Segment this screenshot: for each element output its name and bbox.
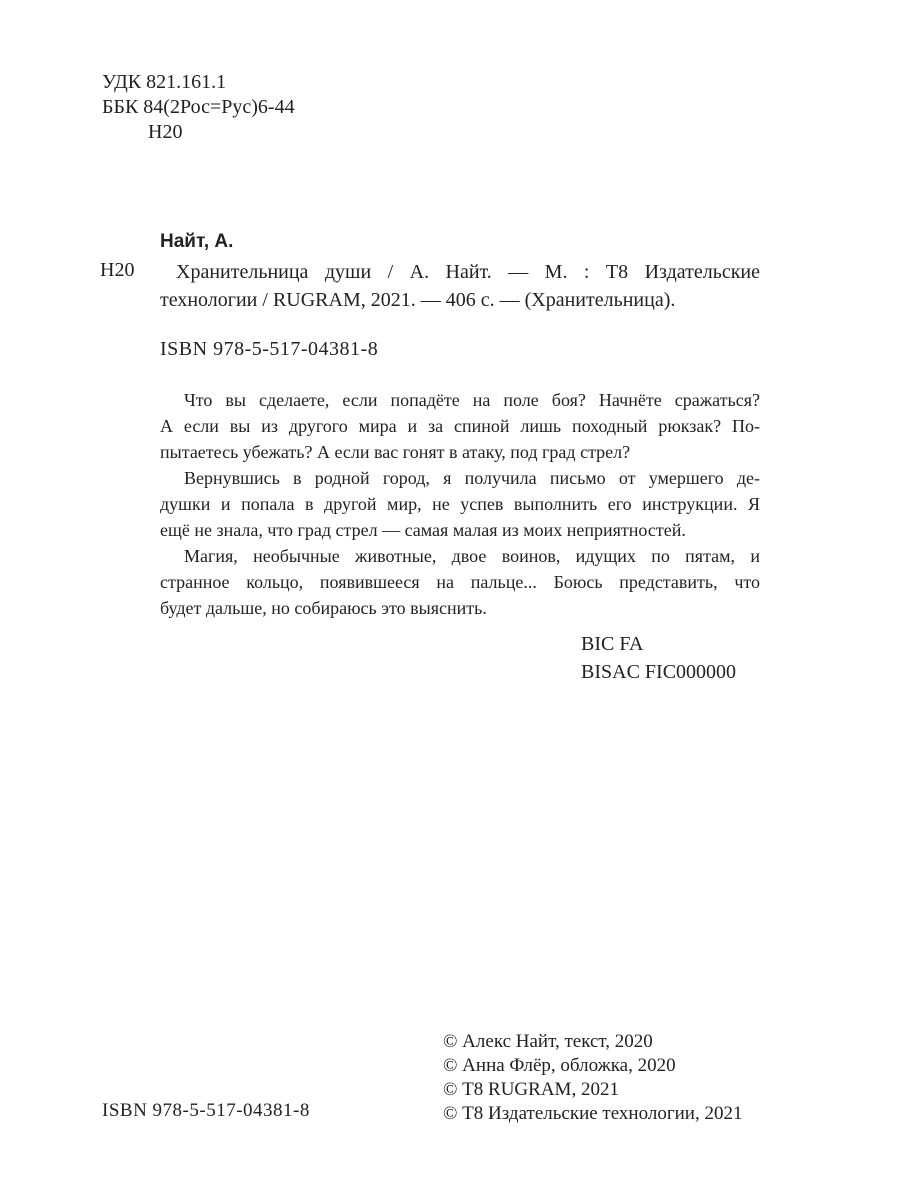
author-mark: Н20 [148, 121, 183, 143]
annotation-line: странное кольцо, появившееся на пальце... Боюсь представить, что [160, 572, 760, 592]
annotation-line: Что вы сделаете, если попадёте на поле боя? Начнёте сражаться? [184, 390, 760, 410]
copyright-block [443, 1030, 742, 1126]
copyright-line: © Алекс Найт, текст, 2020 [443, 1031, 653, 1052]
bisac-code: BISAC FIC000000 [581, 661, 737, 683]
subject-codes [581, 630, 736, 686]
annotation-line: Вернувшись в родной город, я получила письмо от умершего де- [184, 468, 760, 488]
annotation-line: пытаетесь убежать? А если вас гонят в атаку, под град стрел? [160, 442, 631, 462]
biblio-line: технологии / RUGRAM, 2021. — 406 с. — (Хранительница). [160, 289, 676, 311]
record-author: Найт, А. [160, 231, 234, 252]
annotation-line: душки и попала в другой мир, не успев выполнить его инструкции. Я [160, 494, 760, 514]
bibliographic-description [160, 258, 760, 314]
annotation-line: А если вы из другого мира и за спиной лишь походный рюкзак? По- [160, 416, 760, 436]
classification-block [102, 70, 295, 145]
record-author-mark: Н20 [100, 259, 135, 281]
copyright-line: © Т8 Издательские технологии, 2021 [443, 1103, 743, 1124]
bic-code: BIC FA [581, 633, 644, 655]
bbk-code: ББК 84(2Рос=Рус)6-44 [102, 96, 295, 118]
annotation-line: будет дальше, но собираюсь это выяснить. [160, 598, 487, 618]
copyright-line: © Анна Флёр, обложка, 2020 [443, 1055, 676, 1076]
biblio-line: Хранительница души / А. Найт. — М. : Т8 Издательские [176, 261, 760, 283]
footer-isbn: ISBN 978-5-517-04381-8 [102, 1100, 310, 1121]
annotation [160, 387, 760, 621]
udk-code: УДК 821.161.1 [102, 71, 227, 93]
annotation-paragraph [160, 543, 760, 621]
record-isbn: ISBN 978-5-517-04381-8 [160, 338, 379, 360]
annotation-paragraph [160, 465, 760, 543]
annotation-line: Магия, необычные животные, двое воинов, идущих по пятам, и [184, 546, 760, 566]
copyright-line: © Т8 RUGRAM, 2021 [443, 1079, 619, 1100]
annotation-paragraph [160, 387, 760, 465]
annotation-line: ещё не знала, что град стрел — самая малая из моих неприятностей. [160, 520, 686, 540]
